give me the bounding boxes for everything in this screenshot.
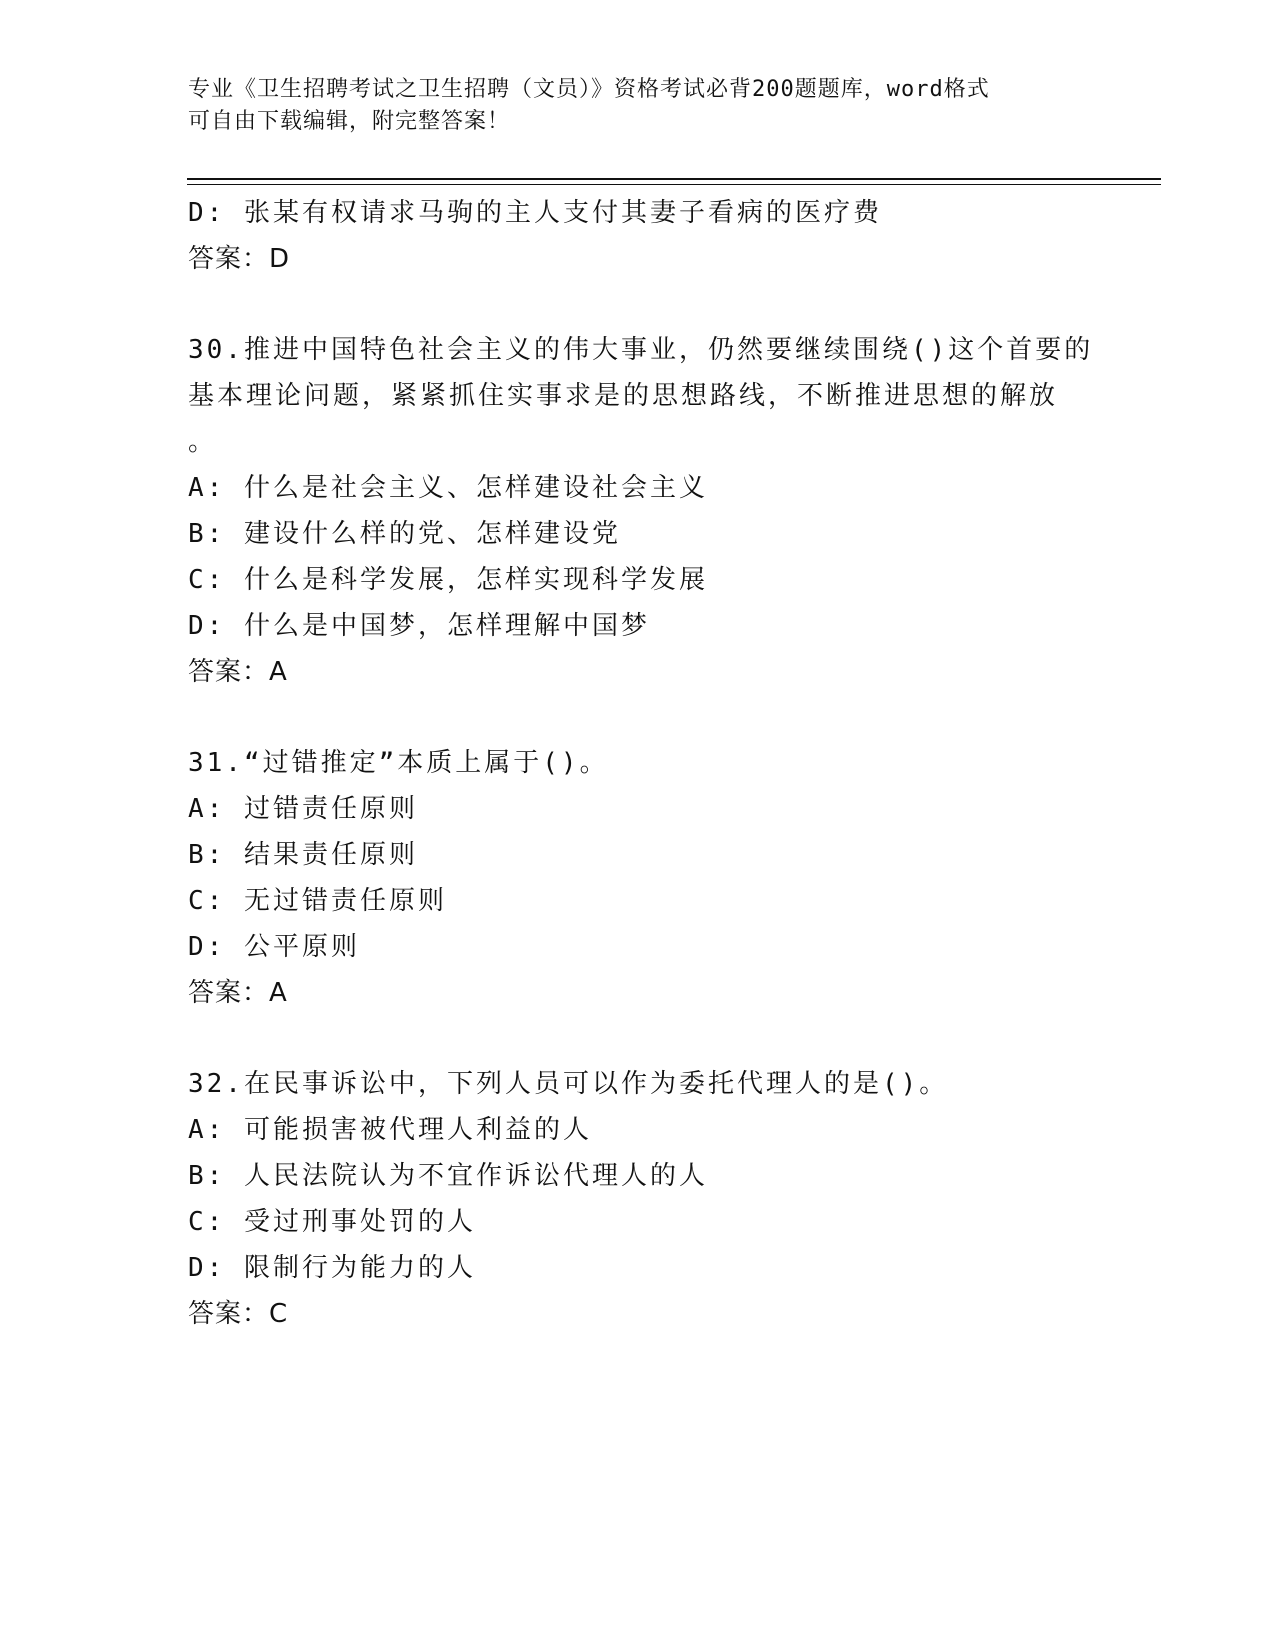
answer-line: 答案：A (188, 978, 288, 1008)
option-c: C: 受过刑事处罚的人 (188, 1207, 476, 1237)
header-line-1: 专业《卫生招聘考试之卫生招聘（文员）》资格考试必背200题题库，word格式 (188, 77, 990, 102)
page-header (188, 74, 1088, 138)
option-a: A: 过错责任原则 (188, 794, 418, 824)
answer-line: 答案：D (188, 244, 291, 274)
question-32 (188, 1061, 1088, 1337)
header-divider (187, 178, 1161, 185)
option-c: C: 什么是科学发展，怎样实现科学发展 (188, 565, 708, 595)
option-b: B: 建设什么样的党、怎样建设党 (188, 519, 621, 549)
option-c: C: 无过错责任原则 (188, 886, 447, 916)
previous-question-tail (188, 190, 1088, 282)
question-list (188, 190, 1094, 1337)
option-d: D: 限制行为能力的人 (188, 1253, 476, 1283)
option-a: A: 可能损害被代理人利益的人 (188, 1115, 592, 1145)
option-a: A: 什么是社会主义、怎样建设社会主义 (188, 473, 708, 503)
question-30 (188, 327, 1094, 695)
question-31 (188, 740, 1088, 1016)
question-stem: 。 (188, 427, 218, 457)
answer-line: 答案：A (188, 657, 288, 687)
option-b: B: 结果责任原则 (188, 840, 418, 870)
question-stem: 32.在民事诉讼中，下列人员可以作为委托代理人的是()。 (188, 1069, 949, 1099)
option-d: D: 张某有权请求马驹的主人支付其妻子看病的医疗费 (188, 198, 882, 228)
option-b: B: 人民法院认为不宜作诉讼代理人的人 (188, 1161, 708, 1191)
question-stem: 30.推进中国特色社会主义的伟大事业，仍然要继续围绕()这个首要的 (188, 335, 1094, 365)
question-stem: 基本理论问题，紧紧抓住实事求是的思想路线，不断推进思想的解放 (188, 381, 1059, 411)
header-line-2: 可自由下载编辑，附完整答案！ (188, 109, 511, 134)
answer-line: 答案：C (188, 1299, 289, 1329)
option-d: D: 什么是中国梦，怎样理解中国梦 (188, 611, 650, 641)
question-stem: 31.“过错推定”本质上属于()。 (188, 748, 609, 778)
option-d: D: 公平原则 (188, 932, 360, 962)
